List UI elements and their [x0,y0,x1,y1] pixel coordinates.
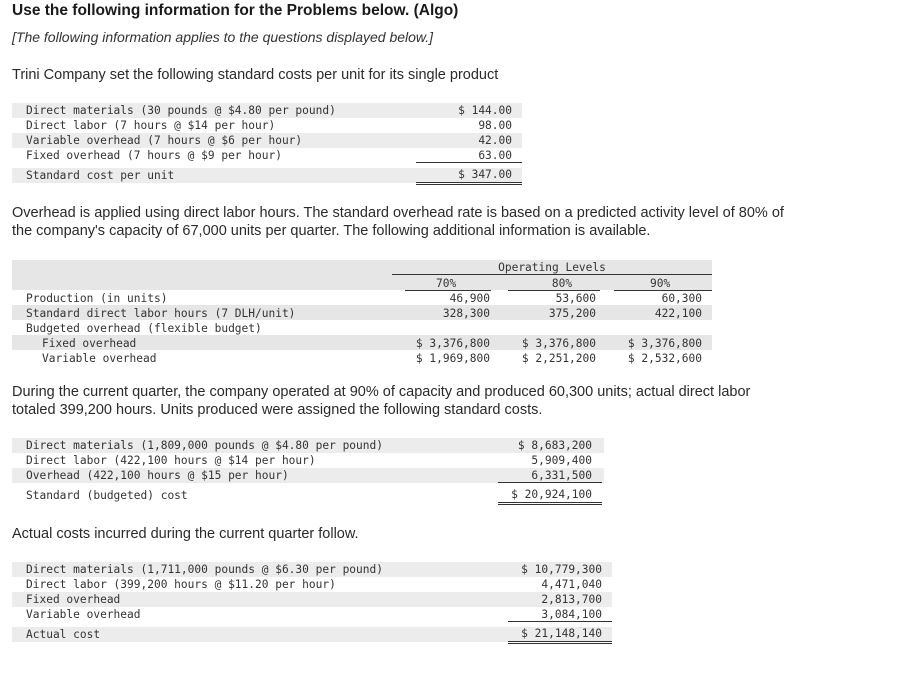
problem-heading: Use the following information for the Problems below. (Algo) [12,2,459,19]
subtotal-rule [416,162,522,163]
subtotal-rule [498,482,602,483]
std-row-value: 63.00 [478,149,512,162]
assigned-row-label: Direct materials (1,809,000 pounds @ $4.80 per pound) [26,439,383,452]
header-rule [392,274,712,275]
actual-intro-text: Actual costs incurred during the current quarter follow. [12,526,359,542]
assigned-row-label: Overhead (422,100 hours @ $15 per hour) [26,469,289,482]
variable-80: $ 2,251,200 [521,352,596,365]
overhead-para-line1: Overhead is applied using direct labor hours. The standard overhead rate is based on a predicted activity level of 80% of [12,205,784,221]
std-total-value: $ 347.00 [458,168,512,181]
operating-levels-title: Operating Levels [498,261,606,274]
dlh-label: Standard direct labor hours (7 DLH/unit) [26,307,296,320]
level-90: 90% [650,277,671,290]
dlh-80: 375,200 [548,307,596,320]
std-row-label: Direct labor (7 hours @ $14 per hour) [26,119,276,132]
actual-row-label: Variable overhead [26,608,141,621]
fixed-overhead-label: Fixed overhead [42,337,137,350]
assigned-row-value: $ 8,683,200 [517,439,592,452]
actual-row-label: Fixed overhead [26,593,121,606]
assigned-row-value: 6,331,500 [531,469,592,482]
actual-row-value: 4,471,040 [541,578,602,591]
actual-row-label: Direct labor (399,200 hours @ $11.20 per hour) [26,578,336,591]
std-row-value: 98.00 [478,119,512,132]
total-rule [416,182,522,185]
actual-row-value: 3,084,100 [541,608,602,621]
variable-overhead-label: Variable overhead [42,352,157,365]
problem-subheading: [The following information applies to the questions displayed below.] [12,29,434,45]
dlh-90: 422,100 [654,307,702,320]
std-total-label: Standard cost per unit [26,169,175,182]
fixed-70: $ 3,376,800 [415,337,490,350]
std-row-label: Fixed overhead (7 hours @ $9 per hour) [26,149,282,162]
production-90: 60,300 [661,292,702,305]
assigned-total-value: $ 20,924,100 [511,488,592,501]
subtotal-rule [508,621,612,622]
total-rule [498,502,602,505]
std-row-value: $ 144.00 [458,104,512,117]
production-80: 53,600 [555,292,596,305]
actual-row-label: Direct materials (1,711,000 pounds @ $6.30 per pound) [26,563,383,576]
assigned-total-label: Standard (budgeted) cost [26,489,188,502]
dlh-70: 328,300 [442,307,490,320]
std-row-label: Direct materials (30 pounds @ $4.80 per pound) [26,104,336,117]
std-row-value: 42.00 [478,134,512,147]
variable-90: $ 2,532,600 [627,352,702,365]
assigned-row-label: Direct labor (422,100 hours @ $14 per hour) [26,454,316,467]
level-80: 80% [551,277,573,290]
budgeted-overhead-label: Budgeted overhead (flexible budget) [26,322,262,335]
variable-70: $ 1,969,800 [415,352,490,365]
actual-total-value: $ 21,148,140 [521,627,602,640]
actual-total-label: Actual cost [26,628,101,641]
fixed-90: $ 3,376,800 [627,337,702,350]
std-row-label: Variable overhead (7 hours @ $6 per hour) [26,134,303,147]
quarter-para-line1: During the current quarter, the company operated at 90% of capacity and produced 60,300 units; actual direct labor [12,384,751,400]
level-70: 70% [436,277,457,290]
actual-row-value: 2,813,700 [541,593,602,606]
total-rule [508,641,612,644]
overhead-para-line2: the company's capacity of 67,000 units per quarter. The following additional information is available. [12,223,651,239]
production-label: Production (in units) [26,292,168,305]
row-shade [12,275,712,290]
quarter-para-line2: totaled 399,200 hours. Units produced were assigned the following standard costs. [12,402,543,418]
assigned-row-value: 5,909,400 [531,454,592,467]
production-70: 46,900 [449,292,490,305]
intro-text: Trini Company set the following standard costs per unit for its single product [12,67,499,83]
fixed-80: $ 3,376,800 [521,337,596,350]
actual-row-value: $ 10,779,300 [521,563,602,576]
